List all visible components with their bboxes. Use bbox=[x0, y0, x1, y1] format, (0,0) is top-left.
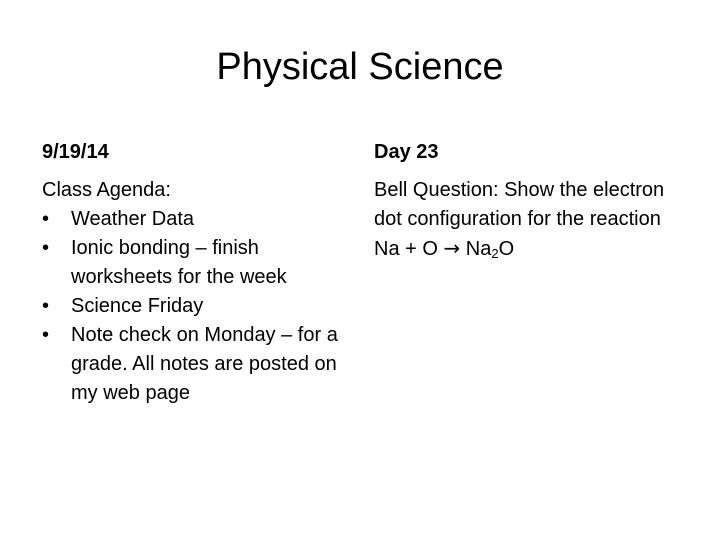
product-formula-na: Na bbox=[460, 238, 492, 260]
bell-question-text: Bell Question: Show the electron dot configuration for the reaction Na + O bbox=[374, 179, 665, 260]
agenda-item-weather bbox=[42, 205, 362, 234]
agenda-list bbox=[42, 205, 362, 408]
bullet-icon: • bbox=[42, 295, 50, 317]
agenda-item-text: Ionic bonding – finish worksheets for the week bbox=[71, 237, 287, 288]
bell-question bbox=[374, 176, 684, 264]
left-column bbox=[42, 138, 362, 408]
agenda-item-text: Note check on Monday – for a grade. All notes are posted on my web page bbox=[71, 324, 338, 404]
product-formula-subscript: 2 bbox=[491, 246, 499, 261]
bullet-icon: • bbox=[42, 237, 50, 259]
right-column bbox=[374, 138, 684, 264]
agenda-item-text: Weather Data bbox=[71, 208, 195, 230]
product-formula-o: O bbox=[498, 238, 515, 260]
arrow-icon: → bbox=[443, 236, 461, 260]
bullet-icon: • bbox=[42, 208, 50, 230]
day-heading: Day 23 bbox=[374, 141, 439, 163]
slide-title: Physical Science bbox=[216, 46, 504, 88]
agenda-item-ionic-bonding bbox=[42, 234, 362, 292]
agenda-label: Class Agenda: bbox=[42, 179, 171, 201]
agenda-item-note-check bbox=[42, 321, 362, 408]
agenda-item-text: Science Friday bbox=[71, 295, 204, 317]
bullet-icon: • bbox=[42, 324, 50, 346]
agenda-item-science-friday bbox=[42, 292, 362, 321]
date-heading: 9/19/14 bbox=[42, 141, 109, 163]
